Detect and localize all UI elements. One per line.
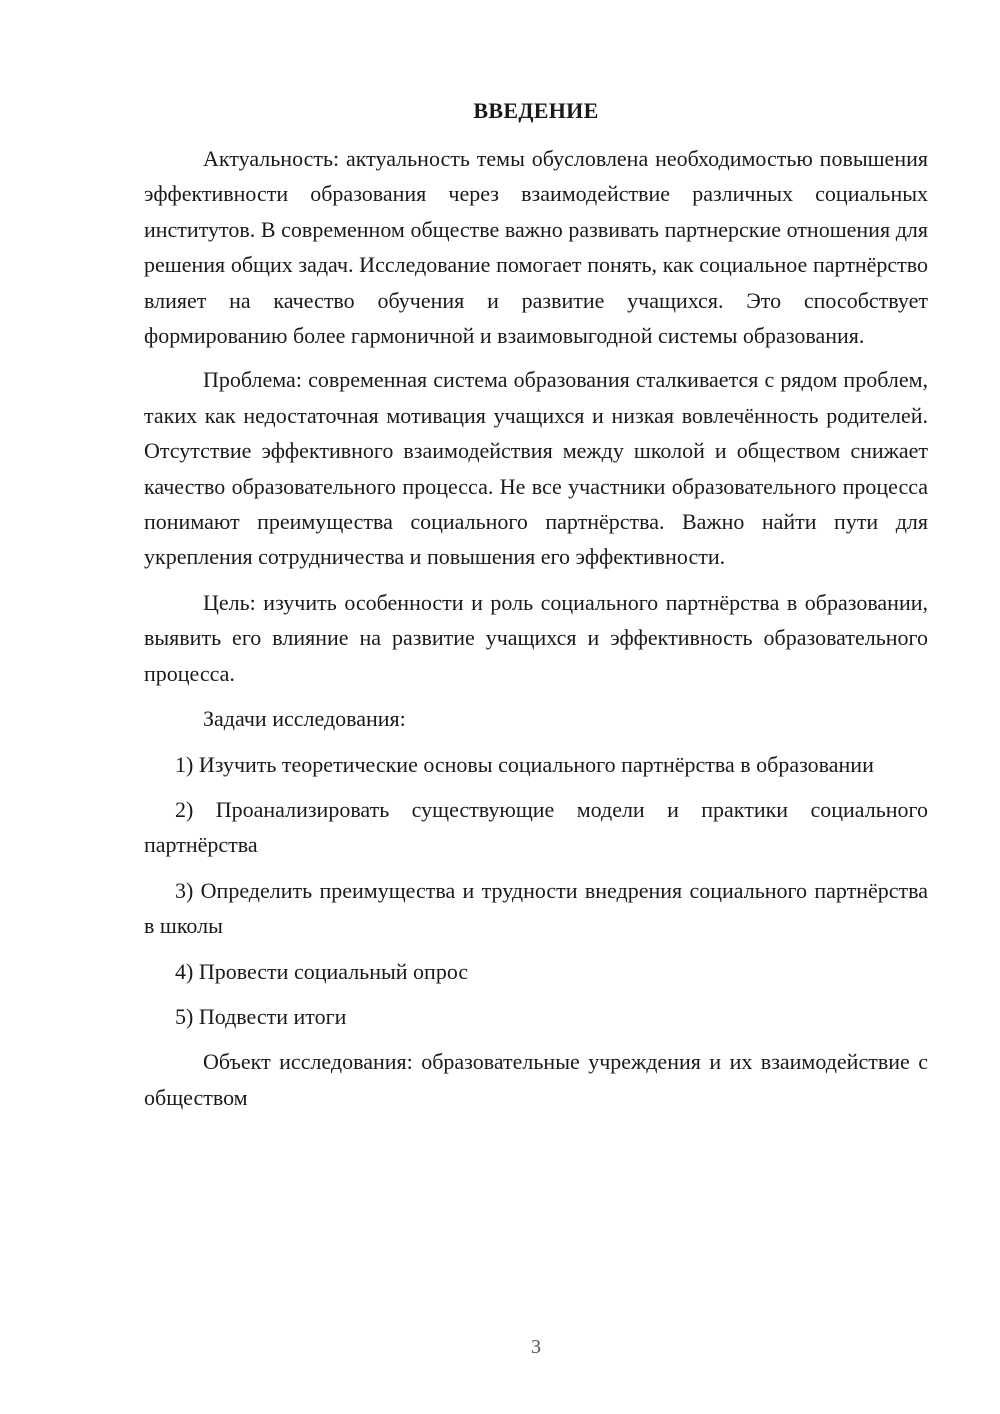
tasks-title: Задачи исследования: bbox=[203, 706, 406, 732]
list-item: 4) Провести социальный опрос bbox=[175, 958, 469, 984]
paragraph-relevance: Актуальность: актуальность темы обусловлена необходимостью повышения эффективности образования через взаимодействие различных социальных институтов. В современном обществе важно развивать партнерские отношения для решения общих задач. Исследование помогает понять, как социальное партнёрство влияет на качество обучения и развитие учащихся. Это способствует формированию более гармоничной и взаимовыгодной системы образования. bbox=[144, 146, 928, 349]
tasks-list bbox=[144, 747, 928, 1035]
list-item: 3) Определить преимущества и трудности внедрения социального партнёрства в школы bbox=[144, 877, 928, 939]
paragraph-object: Объект исследования: образовательные учреждения и их взаимодействие с обществом bbox=[144, 1049, 928, 1110]
list-item: 5) Подвести итоги bbox=[175, 1003, 347, 1029]
paragraph-goal: Цель: изучить особенности и роль социального партнёрства в образовании, выявить его влияние на развитие учащихся и эффективность образовательного процесса. bbox=[144, 589, 928, 686]
paragraph-problem: Проблема: современная система образования сталкивается с рядом проблем, таких как недостаточная мотивация учащихся и низкая вовлечённость родителей. Отсутствие эффективного взаимодействия между школой и обществом снижает качество образовательного процесса. Не все участники образовательного процесса понимают преимущества социального партнёрства. Важно найти пути для укрепления сотрудничества и повышения его эффективности. bbox=[144, 367, 928, 570]
page-number: 3 bbox=[531, 1336, 541, 1358]
list-item: 1) Изучить теоретические основы социального партнёрства в образовании bbox=[175, 751, 874, 777]
section-heading: ВВЕДЕНИЕ bbox=[473, 98, 599, 123]
document-body bbox=[144, 141, 928, 1115]
list-item: 2) Проанализировать существующие модели и практики социального партнёрства bbox=[144, 796, 928, 858]
